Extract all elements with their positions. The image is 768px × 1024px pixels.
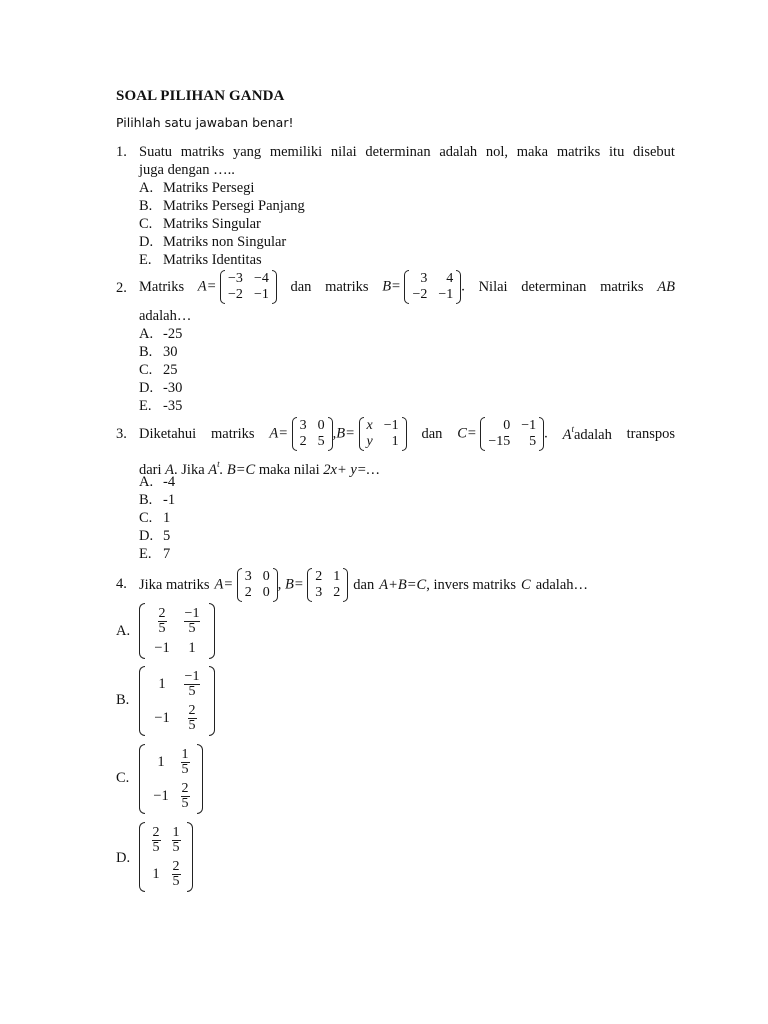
page-heading: SOAL PILIHAN GANDA xyxy=(116,88,285,104)
q2-option-d[interactable] xyxy=(139,380,182,397)
matrix-cell: 1 xyxy=(157,753,165,770)
fraction xyxy=(181,748,190,777)
q2-ab: AB xyxy=(657,278,675,295)
q3-b-label: ,B= xyxy=(332,425,355,442)
q1-option-e[interactable] xyxy=(139,252,262,269)
q2-line1 xyxy=(139,268,675,306)
matrix-cell: 3 xyxy=(420,271,428,286)
option-letter: A. xyxy=(139,326,154,342)
matrix-cell: y xyxy=(366,434,373,449)
q1-word: matriks xyxy=(180,144,225,160)
option-letter: C. xyxy=(139,216,153,232)
matrix-cell: 1 xyxy=(158,675,166,692)
numerator: 2 xyxy=(158,605,166,621)
numerator: 1 xyxy=(172,824,180,840)
option-text: -35 xyxy=(163,398,183,414)
denominator: 5 xyxy=(188,717,196,733)
option-text: Matriks non Singular xyxy=(163,234,287,250)
option-text: Matriks Identitas xyxy=(163,252,262,268)
q4-option-b-matrix[interactable] xyxy=(139,666,215,736)
q1-word: adalah xyxy=(439,144,478,160)
q2-word: determinan xyxy=(521,278,587,295)
q2-number: 2. xyxy=(116,280,127,296)
matrix-cell: −1 xyxy=(383,418,399,433)
option-letter: C. xyxy=(139,510,153,526)
matrix-cell: −2 xyxy=(412,287,428,302)
matrix-cell: 3 xyxy=(244,569,252,584)
matrix-cell xyxy=(166,823,186,857)
matrix-cell: 2 xyxy=(299,434,307,449)
q1-option-d[interactable] xyxy=(139,234,286,251)
fraction xyxy=(184,670,201,699)
q4-jika: Jika matriks xyxy=(139,576,210,593)
q1-option-a[interactable] xyxy=(139,180,254,197)
q1-word: Suatu xyxy=(139,144,173,160)
numerator: 2 xyxy=(172,858,180,874)
fraction xyxy=(158,607,167,636)
option-text: Matriks Singular xyxy=(163,216,261,232)
right-paren xyxy=(187,822,193,892)
matrix-cell: 0 xyxy=(262,569,270,584)
right-paren xyxy=(272,270,277,304)
q1-option-c[interactable] xyxy=(139,216,261,233)
q4-adalah: adalah… xyxy=(535,576,589,593)
matrix-cell: 1 xyxy=(333,569,341,584)
matrix-cell: 0 xyxy=(503,418,511,433)
option-letter: A. xyxy=(139,180,154,196)
matrix-cell xyxy=(177,604,207,638)
matrix-grid xyxy=(145,666,209,736)
matrix-cell xyxy=(175,745,195,779)
fraction xyxy=(172,860,181,889)
q4-option-d-letter[interactable]: D. xyxy=(116,850,131,866)
q4-option-a-matrix[interactable] xyxy=(139,603,215,659)
q4-option-b-letter[interactable]: B. xyxy=(116,692,130,708)
matrix xyxy=(220,270,277,304)
denominator: 5 xyxy=(181,795,189,811)
q3-at2-sup: t xyxy=(217,459,220,469)
matrix-cell: 1 xyxy=(188,639,196,656)
fraction xyxy=(184,607,201,636)
fraction xyxy=(172,826,181,855)
q3-a-label: A= xyxy=(269,425,288,442)
q1-word: determinan xyxy=(365,144,431,160)
option-letter: B. xyxy=(139,344,153,360)
matrix-cell: 0 xyxy=(262,585,270,600)
denominator: 5 xyxy=(172,839,180,855)
right-paren xyxy=(402,417,407,451)
q1-word: memiliki xyxy=(269,144,323,160)
q1-word: matriks xyxy=(556,144,601,160)
right-paren xyxy=(209,603,215,659)
matrix-grid xyxy=(485,417,539,451)
option-letter: C. xyxy=(139,362,153,378)
numerator: 2 xyxy=(188,702,196,718)
matrix-cell: 0 xyxy=(317,418,325,433)
matrix-grid xyxy=(297,417,328,451)
q3-dari: dari xyxy=(139,462,162,478)
q3-option-d[interactable] xyxy=(139,528,170,545)
numerator: 1 xyxy=(181,746,189,762)
matrix-grid xyxy=(225,270,272,304)
q3-option-e[interactable] xyxy=(139,546,170,563)
matrix-cell: 3 xyxy=(315,585,323,600)
q3-period: . xyxy=(544,425,548,442)
option-letter: E. xyxy=(139,398,152,414)
q4-line1 xyxy=(139,566,588,604)
q2-matrix-b xyxy=(382,270,465,304)
q3-number: 3. xyxy=(116,426,127,442)
q1-line1 xyxy=(139,144,675,161)
q3-eq: . B=C xyxy=(219,462,256,478)
q4-number: 4. xyxy=(116,576,127,592)
matrix-cell: 5 xyxy=(317,434,325,449)
q1-word: nol, xyxy=(485,144,509,160)
option-text: -1 xyxy=(163,492,176,508)
matrix xyxy=(359,417,407,451)
matrix-cell: −3 xyxy=(228,271,243,286)
q2-word: dan xyxy=(290,278,312,295)
q3-word: matriks xyxy=(211,425,255,442)
numerator: 2 xyxy=(181,780,189,796)
option-letter: E. xyxy=(139,546,152,562)
matrix-cell xyxy=(177,667,207,701)
q2-option-a[interactable] xyxy=(139,326,182,343)
q3-line1 xyxy=(139,415,675,453)
q2-b-label: B= xyxy=(382,278,401,295)
q4-dan: dan xyxy=(353,576,375,593)
q4-c: C xyxy=(521,576,531,593)
option-letter: D. xyxy=(139,380,154,396)
matrix xyxy=(480,417,544,451)
matrix-cell xyxy=(147,604,177,638)
matrix-grid xyxy=(409,270,456,304)
matrix xyxy=(237,568,278,602)
q3-word: transpos xyxy=(626,425,675,442)
q1-word: yang xyxy=(232,144,262,160)
q3-jika: . Jika xyxy=(174,462,205,478)
right-paren xyxy=(209,666,215,736)
option-text: -4 xyxy=(163,474,176,490)
numerator: −1 xyxy=(184,605,200,621)
fraction xyxy=(188,704,197,733)
q3-at-sup: t xyxy=(571,424,574,434)
denominator: 5 xyxy=(172,873,180,889)
q2-word: Matriks xyxy=(139,278,185,295)
matrix-cell xyxy=(175,779,195,813)
matrix-cell: 1 xyxy=(391,434,399,449)
option-letter: E. xyxy=(139,252,152,268)
option-letter: A. xyxy=(139,474,154,490)
option-text: -30 xyxy=(163,380,183,396)
matrix-cell: −1 xyxy=(154,639,170,656)
option-text: -25 xyxy=(163,326,183,342)
matrix-cell xyxy=(177,701,207,735)
q4-a-label: A= xyxy=(214,576,234,593)
q3-transpose-phrase xyxy=(563,424,612,444)
q3-word: adalah xyxy=(573,427,612,443)
matrix-cell: 2 xyxy=(333,585,341,600)
option-text: 5 xyxy=(163,528,171,544)
matrix-grid xyxy=(242,568,273,602)
right-paren xyxy=(197,744,203,814)
denominator: 5 xyxy=(181,761,189,777)
option-text: 30 xyxy=(163,344,178,360)
matrix xyxy=(307,568,348,602)
option-text: 7 xyxy=(163,546,171,562)
matrix-cell: 2 xyxy=(244,585,252,600)
option-letter: D. xyxy=(139,528,154,544)
matrix-grid xyxy=(145,822,187,892)
matrix-grid xyxy=(145,603,209,659)
matrix xyxy=(404,270,461,304)
q1-word: maka xyxy=(516,144,549,160)
option-text: Matriks Persegi Panjang xyxy=(163,198,305,214)
q3-a-ref: A xyxy=(165,462,175,478)
q3-at2-base: A xyxy=(208,462,218,478)
q4-option-c-matrix[interactable] xyxy=(139,744,203,814)
q3-option-b[interactable] xyxy=(139,492,175,509)
q3-at-base: A xyxy=(562,427,572,443)
q4-comma: , xyxy=(277,576,282,593)
q3-expr: 2x+ y=… xyxy=(323,462,380,478)
matrix-cell: −1 xyxy=(153,787,169,804)
fraction xyxy=(152,826,161,855)
denominator: 5 xyxy=(188,683,196,699)
matrix-cell: −15 xyxy=(488,434,511,449)
option-text: 1 xyxy=(163,510,171,526)
matrix-cell: −2 xyxy=(228,287,243,302)
numerator: −1 xyxy=(184,668,200,684)
q3-maka: maka nilai xyxy=(258,462,320,478)
q3-c-label: C= xyxy=(457,425,477,442)
right-paren xyxy=(343,568,348,602)
q2-word: matriks xyxy=(325,278,369,295)
q1-word: disebut xyxy=(633,144,675,160)
q3-matrices-ab xyxy=(269,417,406,451)
numerator: 2 xyxy=(152,824,160,840)
q1-option-b[interactable] xyxy=(139,198,305,215)
q3-word: Diketahui xyxy=(139,425,197,442)
q2-word: Nilai xyxy=(478,278,508,295)
matrix-cell: x xyxy=(366,418,373,433)
q3-option-a[interactable] xyxy=(139,474,175,491)
matrix-cell: −1 xyxy=(521,418,537,433)
q4-matrices-ab xyxy=(214,568,348,602)
matrix-cell: 1 xyxy=(152,865,160,882)
q2-a-label: A= xyxy=(197,278,217,295)
denominator: 5 xyxy=(158,620,166,636)
q1-line2: juga dengan ….. xyxy=(139,162,235,178)
denominator: 5 xyxy=(152,839,160,855)
q1-word: nilai xyxy=(330,144,357,160)
matrix-cell: 2 xyxy=(315,569,323,584)
matrix-cell: −1 xyxy=(154,709,170,726)
q4-option-d-matrix[interactable] xyxy=(139,822,193,892)
q3-matrix-c xyxy=(457,417,548,451)
matrix-cell xyxy=(166,857,186,891)
q2-line2: adalah… xyxy=(139,308,192,324)
q4-option-a-letter[interactable]: A. xyxy=(116,623,131,639)
matrix-cell: 5 xyxy=(529,434,537,449)
q4-option-c-letter[interactable]: C. xyxy=(116,770,130,786)
option-letter: B. xyxy=(139,198,153,214)
q2-period: . xyxy=(461,278,465,295)
q1-number: 1. xyxy=(116,144,127,160)
q2-word: matriks xyxy=(600,278,644,295)
matrix xyxy=(292,417,333,451)
matrix-cell: −1 xyxy=(438,287,454,302)
option-letter: B. xyxy=(139,492,153,508)
q4-b-label: B= xyxy=(285,576,304,593)
matrix-cell xyxy=(146,823,166,857)
q2-matrix-a xyxy=(198,270,277,304)
option-text: 25 xyxy=(163,362,178,378)
q3-option-c[interactable] xyxy=(139,510,170,527)
option-letter: D. xyxy=(139,234,154,250)
q1-word: itu xyxy=(609,144,625,160)
q4-sum: A+B=C xyxy=(379,576,427,593)
matrix-grid xyxy=(145,744,197,814)
matrix-cell: −4 xyxy=(253,271,269,286)
fraction xyxy=(181,782,190,811)
option-text: Matriks Persegi xyxy=(163,180,255,196)
q2-option-c[interactable] xyxy=(139,362,178,379)
matrix-cell: −1 xyxy=(253,287,269,302)
matrix-cell: 4 xyxy=(446,271,454,286)
matrix-grid xyxy=(312,568,343,602)
q4-invers: , invers matriks xyxy=(426,576,517,593)
denominator: 5 xyxy=(188,620,196,636)
q3-word: dan xyxy=(421,425,443,442)
q2-option-e[interactable] xyxy=(139,398,182,415)
matrix-grid xyxy=(364,417,402,451)
q2-option-b[interactable] xyxy=(139,344,178,361)
instruction-text: Pilihlah satu jawaban benar! xyxy=(116,115,294,130)
matrix-cell: 3 xyxy=(299,418,307,433)
